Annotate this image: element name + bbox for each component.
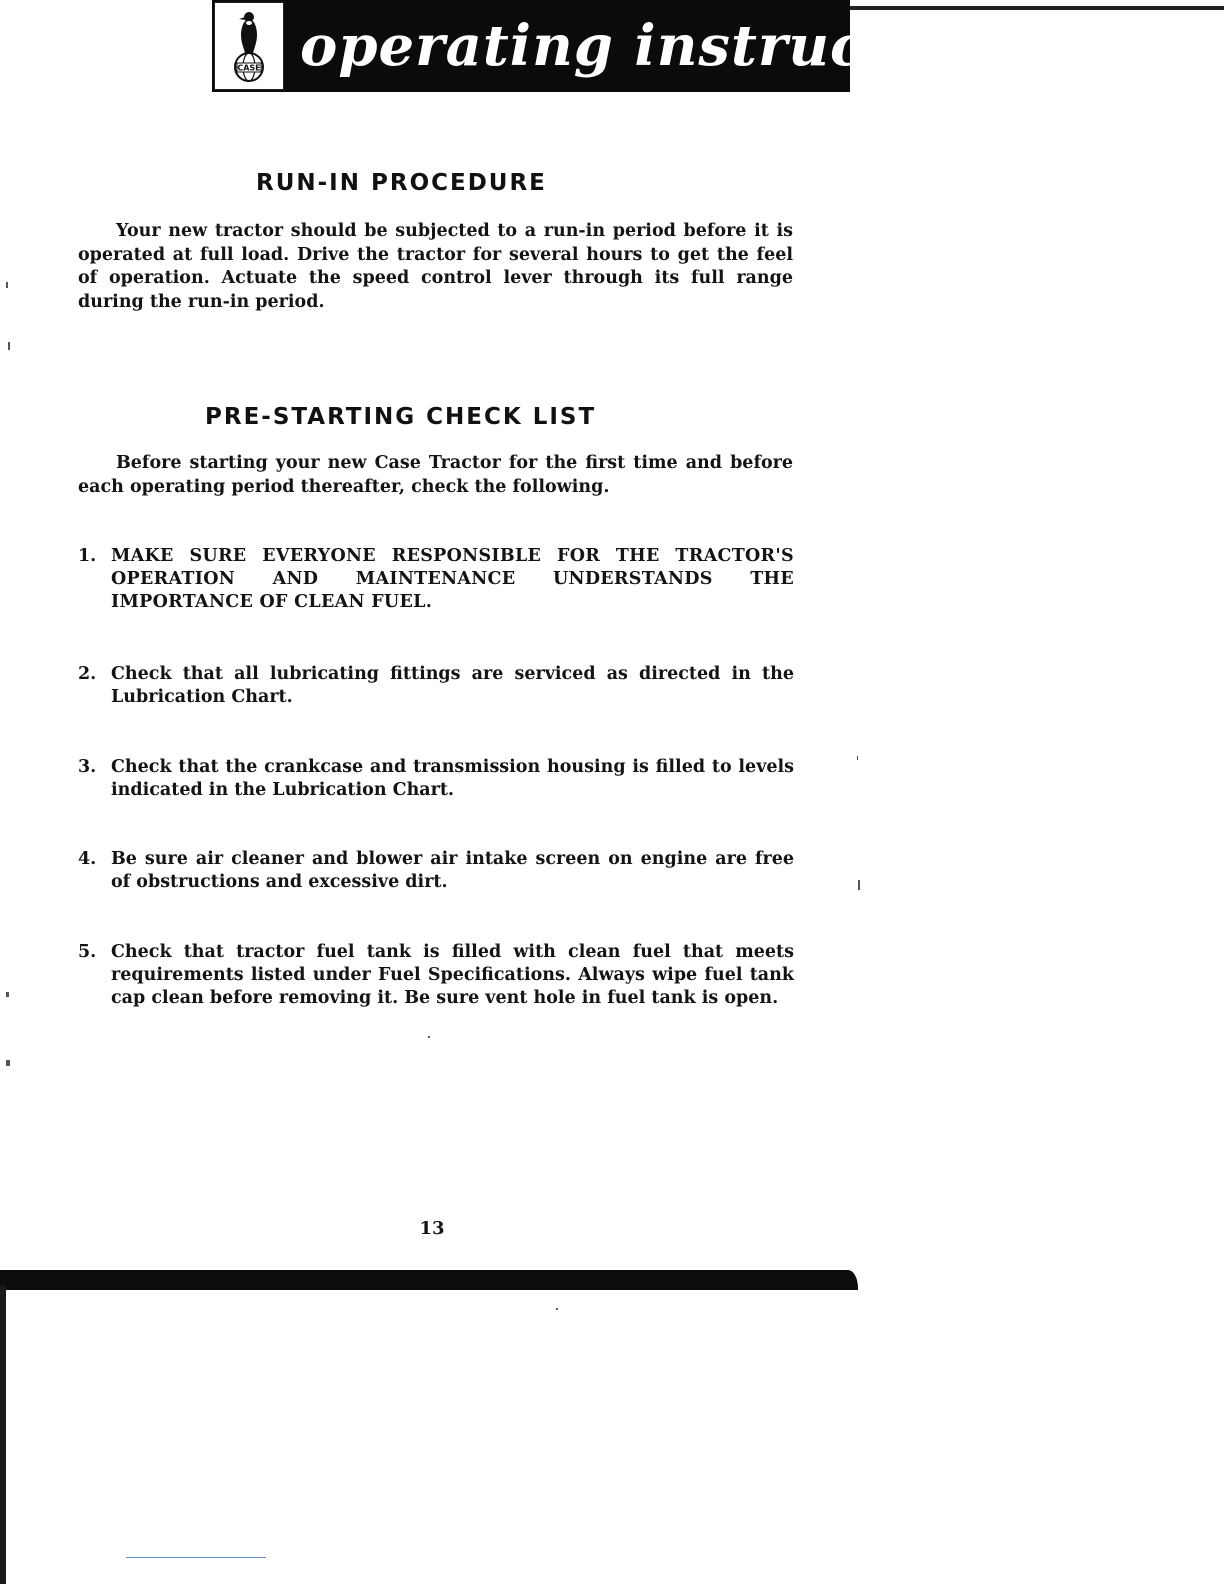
scan-speck (858, 880, 860, 890)
item-text: Be sure air cleaner and blower air intake screen on engine are free of obstructions and excessive dirt. (111, 849, 794, 892)
bottom-rule (0, 1270, 858, 1290)
check-list-item (78, 663, 794, 709)
scan-speck (556, 1308, 558, 1310)
run-in-paragraph: Your new tractor should be subjected to a run-in period before it is operated at full load. Drive the tractor for several hours to get the feel of operation. Actuate the speed control lever through its full range during the run-in period. (78, 221, 793, 312)
item-number: 2. (78, 664, 97, 684)
item-number: 1. (78, 546, 97, 566)
pre-starting-intro: Before starting your new Case Tractor for the first time and before each operating period thereafter, check the following. (78, 453, 793, 497)
top-rule (850, 6, 1224, 10)
scan-speck (428, 1036, 430, 1038)
item-text: Check that the crankcase and transmission housing is filled to levels indicated in the Lubrication Chart. (111, 757, 794, 800)
pre-starting-heading: PRE-STARTING CHECK LIST (205, 404, 597, 430)
check-list-item (78, 941, 794, 1010)
item-text: Check that all lubricating fittings are serviced as directed in the Lubrication Chart. (111, 664, 794, 707)
svg-text:CASE: CASE (237, 63, 261, 73)
scan-speck (6, 1060, 10, 1066)
eagle-globe-icon (215, 3, 283, 89)
header-title: operating instructions (300, 13, 1027, 79)
check-list-item (78, 756, 794, 802)
item-text: MAKE SURE EVERYONE RESPONSIBLE FOR THE TRACTOR'S OPERATION AND MAINTENANCE UNDERSTANDS THE IMPORTANCE OF CLEAN FUEL. (111, 546, 794, 612)
scan-edge (0, 1286, 6, 1584)
item-number: 4. (78, 849, 97, 869)
scan-speck (8, 342, 10, 350)
item-number: 5. (78, 942, 97, 962)
check-list-item (78, 545, 794, 614)
case-eagle-logo (214, 2, 284, 90)
scan-speck (6, 282, 8, 288)
run-in-heading: RUN-IN PROCEDURE (256, 170, 547, 196)
scan-speck (857, 756, 858, 760)
page-number: 13 (419, 1218, 445, 1239)
check-list-item (78, 848, 794, 894)
item-text: Check that tractor fuel tank is filled with clean fuel that meets requirements listed under Fuel Specifications. Always wipe fuel tank cap clean before removing it. Be sure vent hole in fuel tank is open. (111, 942, 794, 1008)
scan-speck (6, 992, 9, 997)
item-number: 3. (78, 757, 97, 777)
scan-line (126, 1557, 266, 1558)
